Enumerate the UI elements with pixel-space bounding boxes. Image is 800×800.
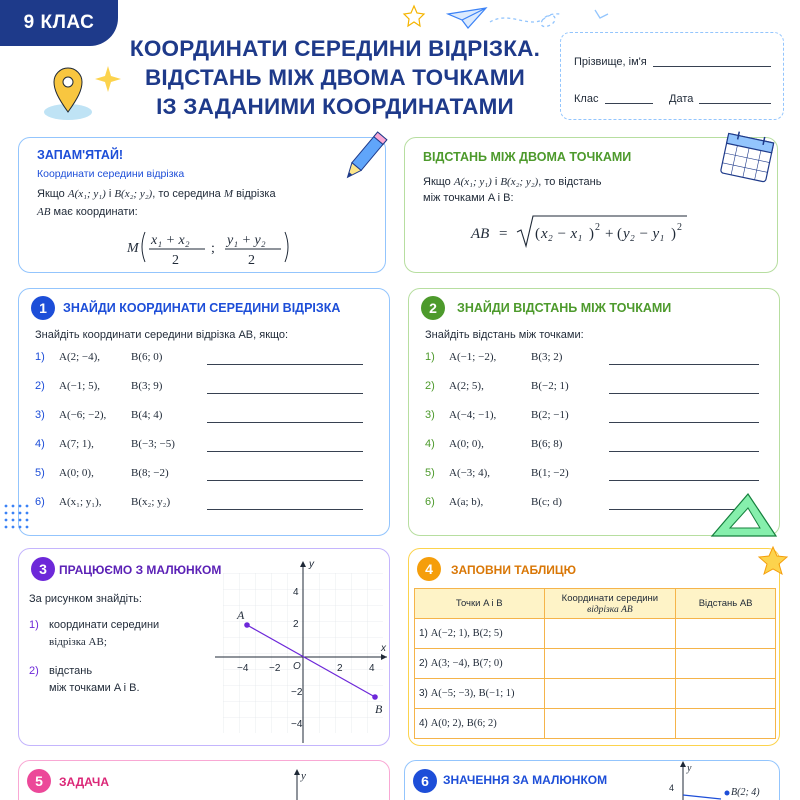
table-header-midpoint: Координати середини відрізка AB (544, 589, 676, 619)
answer-field[interactable] (207, 393, 363, 394)
answer-field[interactable] (207, 364, 363, 365)
origin-label: O (293, 661, 301, 672)
svg-text:y: y (687, 763, 692, 774)
table-cell-midpoint-input[interactable] (544, 619, 676, 649)
list-item-number: 2) (35, 380, 45, 392)
list-item-number: 4) (35, 438, 45, 450)
table-cell-points (415, 709, 545, 739)
svg-text:x₁ + x₂: x₁ + x₂ (151, 233, 190, 248)
task3-coordinate-plane (205, 555, 389, 743)
remember-text-2: AB має координати: (37, 206, 138, 218)
row-point-b: B(2; 5) (472, 628, 503, 639)
task6-heading: ЗНАЧЕННЯ ЗА МАЛЮНКОМ (443, 773, 608, 787)
row-number: 3) (419, 688, 428, 699)
table-row (415, 679, 776, 709)
paper-plane-icon (448, 8, 486, 28)
x-tick-2: 2 (337, 663, 343, 674)
task5-number: 5 (27, 769, 51, 793)
list-item-point-a: A(0; 0), (449, 438, 484, 450)
table-cell-midpoint-input[interactable] (544, 649, 676, 679)
task3-prompt: За рисунком знайдіть: (29, 593, 142, 605)
svg-text:x₂ − x₁: x₂ − x₁ (541, 226, 583, 242)
row-number: 4) (419, 718, 428, 729)
svg-text:): ) (589, 226, 594, 242)
point-a (244, 622, 250, 628)
table-cell-midpoint-input[interactable] (544, 709, 676, 739)
answer-field[interactable] (609, 364, 759, 365)
class-field[interactable] (605, 103, 653, 104)
row-point-b: B(7; 0) (472, 658, 503, 669)
task4-number: 4 (417, 557, 441, 581)
task1-heading: ЗНАЙДИ КООРДИНАТИ СЕРЕДИНИ ВІДРІЗКА (63, 301, 341, 315)
table-cell-distance-input[interactable] (676, 619, 776, 649)
answer-field[interactable] (207, 422, 363, 423)
task3-heading: ПРАЦЮЄМО З МАЛЮНКОМ (59, 563, 222, 577)
table-cell-points (415, 619, 545, 649)
remember-text: Якщо A(x₁; y₁) і B(x₂; y₂), то середина M відрізка (37, 188, 276, 200)
task6-number: 6 (413, 769, 437, 793)
star-outline-icon (404, 6, 424, 26)
task4-table (414, 588, 776, 739)
list-item-point-b: B(−3; −5) (131, 438, 175, 450)
date-label: Дата (669, 93, 694, 105)
student-info-box (560, 32, 784, 120)
list-item-point-a: A(−4; −1), (449, 409, 497, 421)
task1-card (18, 288, 390, 536)
svg-text:y: y (301, 770, 306, 782)
task5-card (18, 760, 390, 800)
task3-item1-line2: відрізка AB; (49, 636, 107, 648)
table-header-distance: Відстань AB (676, 589, 776, 619)
task3-item2-line2: між точками A і B. (49, 682, 140, 694)
table-cell-points (415, 649, 545, 679)
pencil-icon (340, 128, 390, 188)
table-header-points: Точки A і B (415, 589, 545, 619)
list-item-number: 3) (35, 409, 45, 421)
task3-card (18, 548, 390, 746)
list-item-point-b: B(3; 2) (531, 351, 563, 363)
list-item-point-b: B(1; −2) (531, 467, 569, 479)
svg-text:2: 2 (172, 253, 179, 268)
class-label: Клас (574, 93, 599, 105)
list-item-point-b: B(3; 9) (131, 380, 163, 392)
svg-text:+: + (605, 226, 614, 242)
list-item-point-b: B(8; −2) (131, 467, 169, 479)
x-tick--4: −4 (237, 663, 249, 674)
list-item-number: 5) (425, 467, 435, 479)
svg-text:y₁ + y₂: y₁ + y₂ (227, 233, 266, 248)
page-title (110, 34, 560, 121)
list-item-point-b: B(2; −1) (531, 409, 569, 421)
task2-heading: ЗНАЙДИ ВІДСТАНЬ МІЖ ТОЧКАМИ (457, 301, 672, 315)
list-item-point-a: A(−1; 5), (59, 380, 101, 392)
list-item-number: 4) (425, 438, 435, 450)
task1-number: 1 (31, 296, 55, 320)
remember-subheading: Координати середини відрізка (37, 168, 185, 180)
list-item-point-a: A(−3; 4), (449, 467, 491, 479)
svg-text:(: ( (535, 226, 540, 242)
list-item-number: 6) (425, 496, 435, 508)
y-tick-4: 4 (293, 587, 299, 598)
distance-heading: ВІДСТАНЬ МІЖ ДВОМА ТОЧКАМИ (423, 150, 632, 164)
svg-text:;: ; (211, 241, 215, 256)
table-cell-distance-input[interactable] (676, 649, 776, 679)
list-item-point-a: A(7; 1), (59, 438, 94, 450)
location-pin-icon (44, 68, 92, 120)
svg-text:AB: AB (471, 226, 490, 242)
distance-text-2: між точками A і B: (423, 192, 514, 204)
list-item-number: 2) (425, 380, 435, 392)
list-item-point-b: B(4; 4) (131, 409, 163, 421)
task4-heading: ЗАПОВНИ ТАБЛИЦЮ (451, 563, 577, 577)
svg-text:4: 4 (669, 783, 675, 793)
task5-axis (287, 767, 317, 800)
point-b-label: B (375, 702, 383, 716)
task5-heading: ЗАДАЧА (59, 775, 110, 789)
list-item-number: 3) (425, 409, 435, 421)
svg-text:B(2; 4): B(2; 4) (731, 787, 760, 798)
svg-text:2: 2 (677, 222, 682, 233)
list-item-point-b: B(x₂; y₂) (131, 496, 171, 508)
calendar-icon (716, 128, 780, 188)
list-item-point-a: A(2; −4), (59, 351, 101, 363)
list-item-number: 6) (35, 496, 45, 508)
answer-field[interactable] (609, 480, 759, 481)
list-item-number: 1) (425, 351, 435, 363)
name-label: Прізвище, ім'я (574, 56, 647, 68)
table-cell-points (415, 679, 545, 709)
row-point-b: B(6; 2) (466, 718, 497, 729)
task3-number: 3 (31, 557, 55, 581)
row-number: 1) (419, 628, 428, 639)
dashed-loop-doodle (490, 14, 560, 27)
set-square-icon (708, 488, 780, 540)
title-line-1: КООРДИНАТИ СЕРЕДИНИ ВІДРІЗКА. (129, 36, 541, 61)
table-row (415, 619, 776, 649)
svg-text:(: ( (617, 226, 622, 242)
svg-text:=: = (499, 226, 508, 242)
list-item-point-b: B(6; 0) (131, 351, 163, 363)
svg-text:y₂ − y₁: y₂ − y₁ (623, 226, 665, 242)
svg-text:2: 2 (595, 222, 600, 233)
table-row (415, 649, 776, 679)
point-b (372, 694, 378, 700)
midpoint-formula (119, 224, 319, 270)
list-item-point-a: A(a; b), (449, 496, 484, 508)
row-point-a: A(0; 2), (430, 718, 464, 729)
task3-item2-number: 2) (29, 665, 39, 677)
x-axis-label: x (381, 643, 386, 654)
answer-field[interactable] (207, 480, 363, 481)
task3-item2-line1: відстань (49, 665, 93, 677)
point-a-label: A (237, 608, 245, 622)
row-point-a: A(−2; 1), (430, 628, 470, 639)
row-point-a: A(3; −4), (430, 658, 470, 669)
answer-field[interactable] (207, 509, 363, 510)
x-tick-4: 4 (369, 663, 375, 674)
list-item-number: 1) (35, 351, 45, 363)
table-cell-distance-input[interactable] (676, 709, 776, 739)
list-item-point-b: B(6; 8) (531, 438, 563, 450)
task2-number: 2 (421, 296, 445, 320)
grade-label: 9 КЛАС (23, 12, 95, 33)
svg-text:): ) (671, 226, 676, 242)
row-point-a: A(−5; −3), (430, 688, 476, 699)
dots-decoration (0, 500, 36, 536)
task3-item1-number: 1) (29, 619, 39, 631)
x-tick--2: −2 (269, 663, 281, 674)
remember-heading: ЗАПАМ'ЯТАЙ! (37, 148, 124, 162)
title-line-3: ІЗ ЗАДАНИМИ КООРДИНАТАМИ (156, 94, 514, 119)
list-item-point-a: A(2; 5), (449, 380, 484, 392)
distance-text: Якщо A(x₁; y₁) і B(x₂; y₂), то відстань (423, 176, 602, 188)
distance-formula (465, 210, 705, 254)
answer-field[interactable] (207, 451, 363, 452)
list-item-number: 5) (35, 467, 45, 479)
list-item-point-a: A(x₁; y₁), (59, 496, 102, 508)
row-number: 2) (419, 658, 428, 669)
y-tick-2: 2 (293, 619, 299, 630)
remember-card (18, 137, 386, 273)
answer-field[interactable] (609, 451, 759, 452)
list-item-point-b: B(−2; 1) (531, 380, 569, 392)
list-item-point-a: A(−1; −2), (449, 351, 497, 363)
row-point-b: B(−1; 1) (478, 688, 515, 699)
list-item-point-a: A(0; 0), (59, 467, 94, 479)
task3-item1-line1: координати середини (49, 619, 160, 631)
answer-field[interactable] (609, 393, 759, 394)
task1-prompt: Знайдіть координати середини відрізка AB, якщо: (35, 329, 289, 341)
star-icon (756, 544, 790, 578)
svg-text:M: M (127, 241, 139, 256)
table-cell-midpoint-input[interactable] (544, 679, 676, 709)
answer-field[interactable] (609, 422, 759, 423)
y-axis-label: y (309, 559, 314, 570)
title-line-2: ВІДСТАНЬ МІЖ ДВОМА ТОЧКАМИ (144, 65, 526, 90)
table-row (415, 709, 776, 739)
y-tick--4: −4 (291, 719, 303, 730)
name-field[interactable] (653, 66, 771, 67)
date-field[interactable] (699, 103, 771, 104)
table-cell-distance-input[interactable] (676, 679, 776, 709)
list-item-point-a: A(−6; −2), (59, 409, 107, 421)
task6-coordinate-plane (661, 761, 779, 800)
svg-text:2: 2 (248, 253, 255, 268)
y-tick--2: −2 (291, 687, 303, 698)
task6-card (404, 760, 780, 800)
list-item-point-b: B(c; d) (531, 496, 562, 508)
task2-prompt: Знайдіть відстань між точками: (425, 329, 584, 341)
